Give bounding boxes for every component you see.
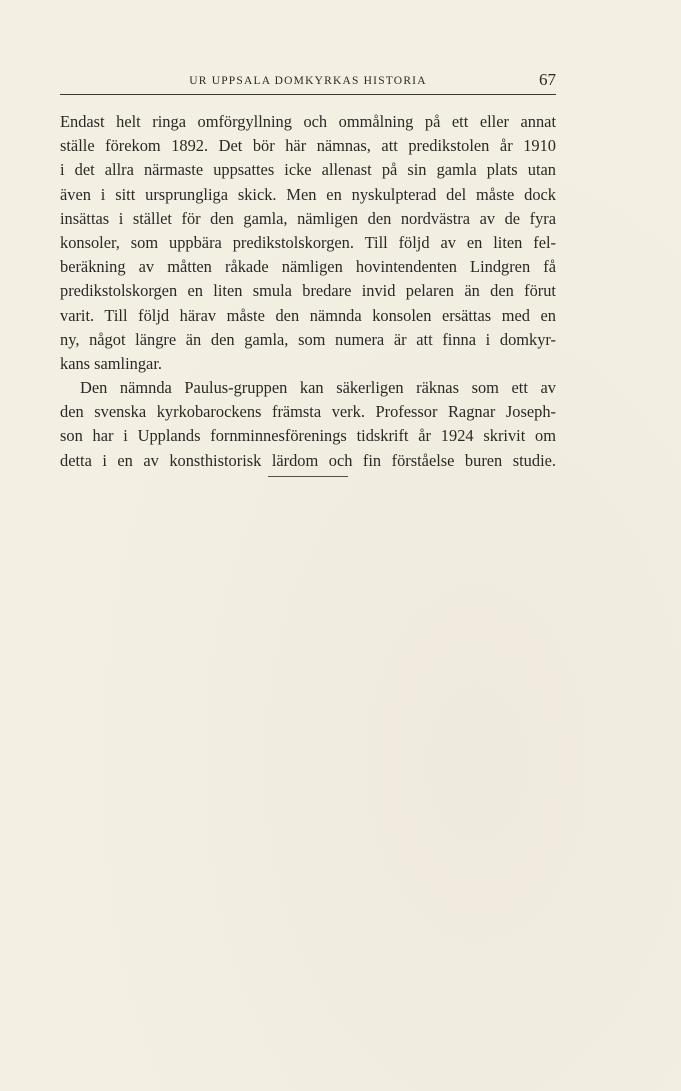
running-title: UR UPPSALA DOMKYRKAS HISTORIA <box>189 75 427 87</box>
text-line: Endast helt ringa omförgyllning och ommålning på ett eller annat <box>60 112 556 131</box>
text-line: i det allra närmaste uppsattes icke allenast på sin gamla plats utan <box>60 160 556 180</box>
body-text <box>60 110 556 473</box>
section-divider <box>268 476 348 477</box>
text-line: detta i en av konsthistorisk lärdom och fin förståelse buren studie. <box>60 450 556 470</box>
text-line: son har i Upplands fornminnesförenings tidskrift år 1924 skrivit om <box>60 426 556 446</box>
paragraph-1 <box>60 110 556 376</box>
text-line: insättas i stället för den gamla, nämligen den nordvästra av de fyra <box>60 208 556 228</box>
text-line: ställe förekom 1892. Det bör här nämnas, att predikstolen år 1910 <box>60 136 556 156</box>
text-line: den svenska kyrkobarockens främsta verk. Professor Ragnar Joseph- <box>60 402 556 422</box>
text-line: Den nämnda Paulus-gruppen kan säkerligen räknas som ett av <box>80 378 556 398</box>
paragraph-2 <box>60 376 556 473</box>
page-number: 67 <box>539 70 556 89</box>
text-line: beräkning av måtten råkade nämligen hovintendenten Lindgren få <box>60 257 556 277</box>
text-line: varit. Till följd härav måste den nämnda konsolen ersättas med en <box>60 305 556 325</box>
text-line: predikstolskorgen en liten smula bredare invid pelaren än den förut <box>60 281 556 301</box>
running-head <box>60 72 556 95</box>
text-line: även i sitt ursprungliga skick. Men en nyskulpterad del måste dock <box>60 184 556 204</box>
text-line: konsoler, som uppbära predikstolskorgen. Till följd av en liten fel- <box>60 232 556 252</box>
text-line: kans samlingar. <box>60 353 162 373</box>
text-line: ny, något längre än den gamla, som numera är att finna i domkyr- <box>60 329 556 349</box>
